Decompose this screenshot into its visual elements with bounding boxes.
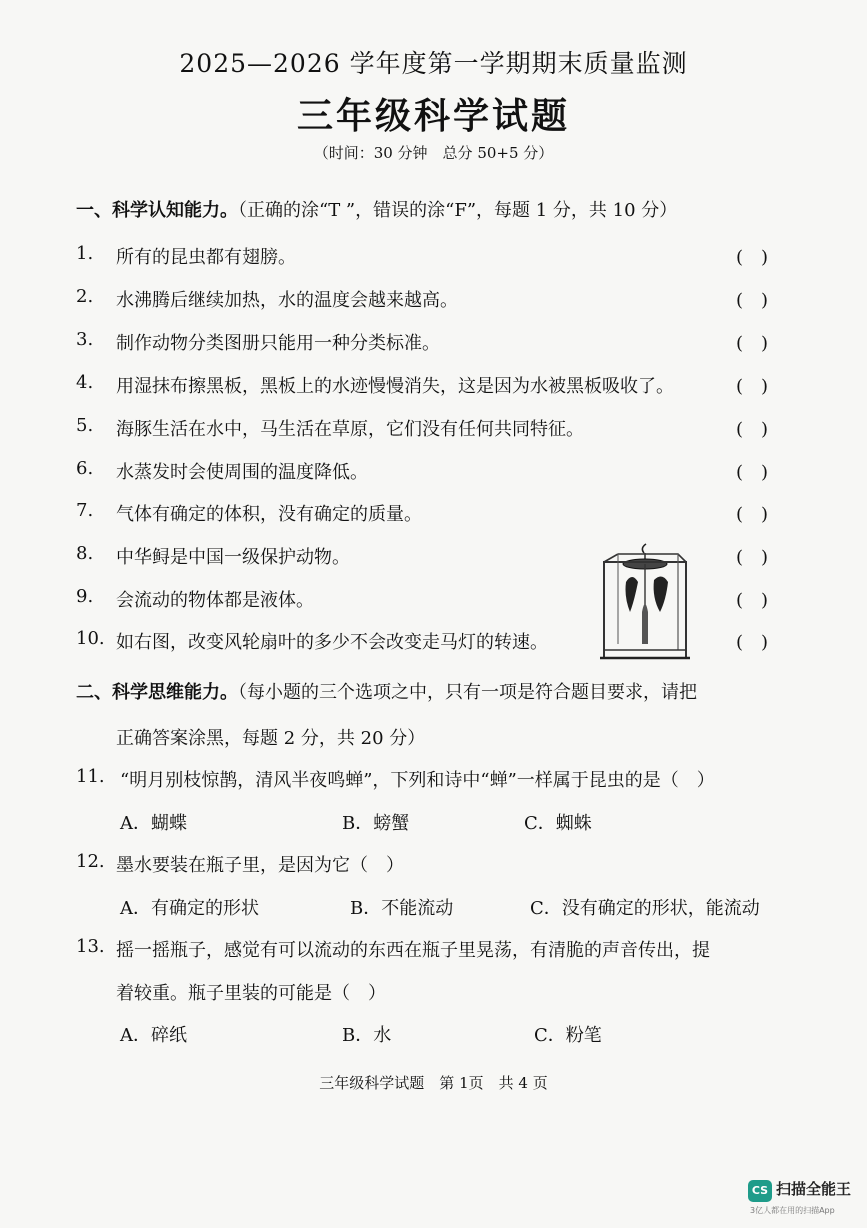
question-text: 制作动物分类图册只能用一种分类标准。 bbox=[116, 333, 440, 354]
answer-paren[interactable]: ( ) bbox=[736, 547, 769, 568]
q12-option-a[interactable]: A．有确定的形状 bbox=[120, 898, 259, 919]
question-4 bbox=[76, 372, 786, 396]
question-text: 海豚生活在水中，马生活在草原，它们没有任何共同特征。 bbox=[116, 419, 584, 440]
answer-paren[interactable]: ( ) bbox=[736, 632, 769, 653]
question-number: 5. bbox=[76, 415, 94, 436]
lantern-illustration bbox=[596, 542, 692, 666]
q11-option-a[interactable]: A．蝴蝶 bbox=[120, 813, 187, 834]
question-number: 7. bbox=[76, 500, 94, 521]
question-text: 水蒸发时会使周围的温度降低。 bbox=[116, 462, 368, 483]
answer-paren[interactable]: ( ) bbox=[736, 462, 769, 483]
question-text: 如右图，改变风轮扇叶的多少不会改变走马灯的转速。 bbox=[116, 632, 548, 653]
scanner-tagline: 3亿人都在用的扫描App bbox=[750, 1206, 835, 1215]
answer-paren[interactable]: ( ) bbox=[736, 376, 769, 397]
scanner-logo-icon: CS bbox=[748, 1180, 772, 1202]
question-number: 2. bbox=[76, 286, 94, 307]
question-number: 11. bbox=[76, 766, 105, 787]
question-text: 摇一摇瓶子，感觉有可以流动的东西在瓶子里晃荡，有清脆的声音传出，提 bbox=[116, 940, 710, 961]
section2-title: 二、科学思维能力。 bbox=[76, 682, 238, 703]
q13-option-c[interactable]: C．粉笔 bbox=[534, 1025, 602, 1046]
question-number: 9. bbox=[76, 586, 94, 607]
question-text: “明月别枝惊鹊，清风半夜鸣蝉”，下列和诗中“蝉”一样属于昆虫的是（ ） bbox=[120, 770, 715, 791]
question-number: 4. bbox=[76, 372, 94, 393]
section2-instructions: （每小题的三个选项之中，只有一项是符合题目要求，请把 bbox=[238, 682, 697, 703]
answer-paren[interactable]: ( ) bbox=[736, 247, 769, 268]
question-13-text-cont: 着较重。瓶子里装的可能是（ ） bbox=[116, 983, 386, 1004]
exam-time-info: （时间：30 分钟 总分 50+5 分） bbox=[313, 144, 554, 162]
section1-heading bbox=[76, 200, 677, 222]
question-number: 3. bbox=[76, 329, 94, 350]
q11-option-b[interactable]: B．螃蟹 bbox=[342, 813, 410, 834]
section1-title: 一、科学认知能力。 bbox=[76, 200, 238, 221]
exam-term-heading: 2025—2026 学年度第一学期期末质量监测 bbox=[179, 49, 688, 78]
section2-heading bbox=[76, 682, 697, 704]
q12-option-b[interactable]: B．不能流动 bbox=[350, 898, 454, 919]
question-5 bbox=[76, 415, 786, 439]
question-text: 气体有确定的体积，没有确定的质量。 bbox=[116, 504, 422, 525]
question-number: 6. bbox=[76, 458, 94, 479]
question-number: 1. bbox=[76, 243, 94, 264]
q13-option-b[interactable]: B．水 bbox=[342, 1025, 392, 1046]
answer-paren[interactable]: ( ) bbox=[736, 333, 769, 354]
section2-instructions-cont: 正确答案涂黑，每题 2 分，共 20 分） bbox=[116, 728, 426, 749]
answer-paren[interactable]: ( ) bbox=[736, 590, 769, 611]
page-footer: 三年级科学试题 第 1页 共 4 页 bbox=[319, 1074, 548, 1092]
q11-option-c[interactable]: C．蜘蛛 bbox=[524, 813, 592, 834]
section1-instructions: （正确的涂“T ”，错误的涂“F”，每题 1 分，共 10 分） bbox=[238, 200, 678, 221]
question-text: 会流动的物体都是液体。 bbox=[116, 590, 314, 611]
question-text: 用湿抹布擦黑板，黑板上的水迹慢慢消失，这是因为水被黑板吸收了。 bbox=[116, 376, 674, 397]
question-text: 墨水要装在瓶子里，是因为它（ ） bbox=[116, 855, 404, 876]
question-text: 水沸腾后继续加热，水的温度会越来越高。 bbox=[116, 290, 458, 311]
question-3 bbox=[76, 329, 786, 353]
answer-paren[interactable]: ( ) bbox=[736, 504, 769, 525]
question-text: 所有的昆虫都有翅膀。 bbox=[116, 247, 296, 268]
question-number: 12. bbox=[76, 851, 105, 872]
question-6 bbox=[76, 458, 786, 482]
exam-title: 三年级科学试题 bbox=[296, 95, 570, 137]
scanner-brand: 扫描全能王 bbox=[776, 1180, 852, 1198]
q12-option-c[interactable]: C．没有确定的形状，能流动 bbox=[530, 898, 760, 919]
answer-paren[interactable]: ( ) bbox=[736, 419, 769, 440]
question-number: 10. bbox=[76, 628, 105, 649]
question-number: 8. bbox=[76, 543, 94, 564]
q13-option-a[interactable]: A．碎纸 bbox=[120, 1025, 187, 1046]
question-2 bbox=[76, 286, 786, 310]
answer-paren[interactable]: ( ) bbox=[736, 290, 769, 311]
question-1 bbox=[76, 243, 786, 267]
question-7 bbox=[76, 500, 786, 524]
question-text: 中华鲟是中国一级保护动物。 bbox=[116, 547, 350, 568]
question-number: 13. bbox=[76, 936, 105, 957]
